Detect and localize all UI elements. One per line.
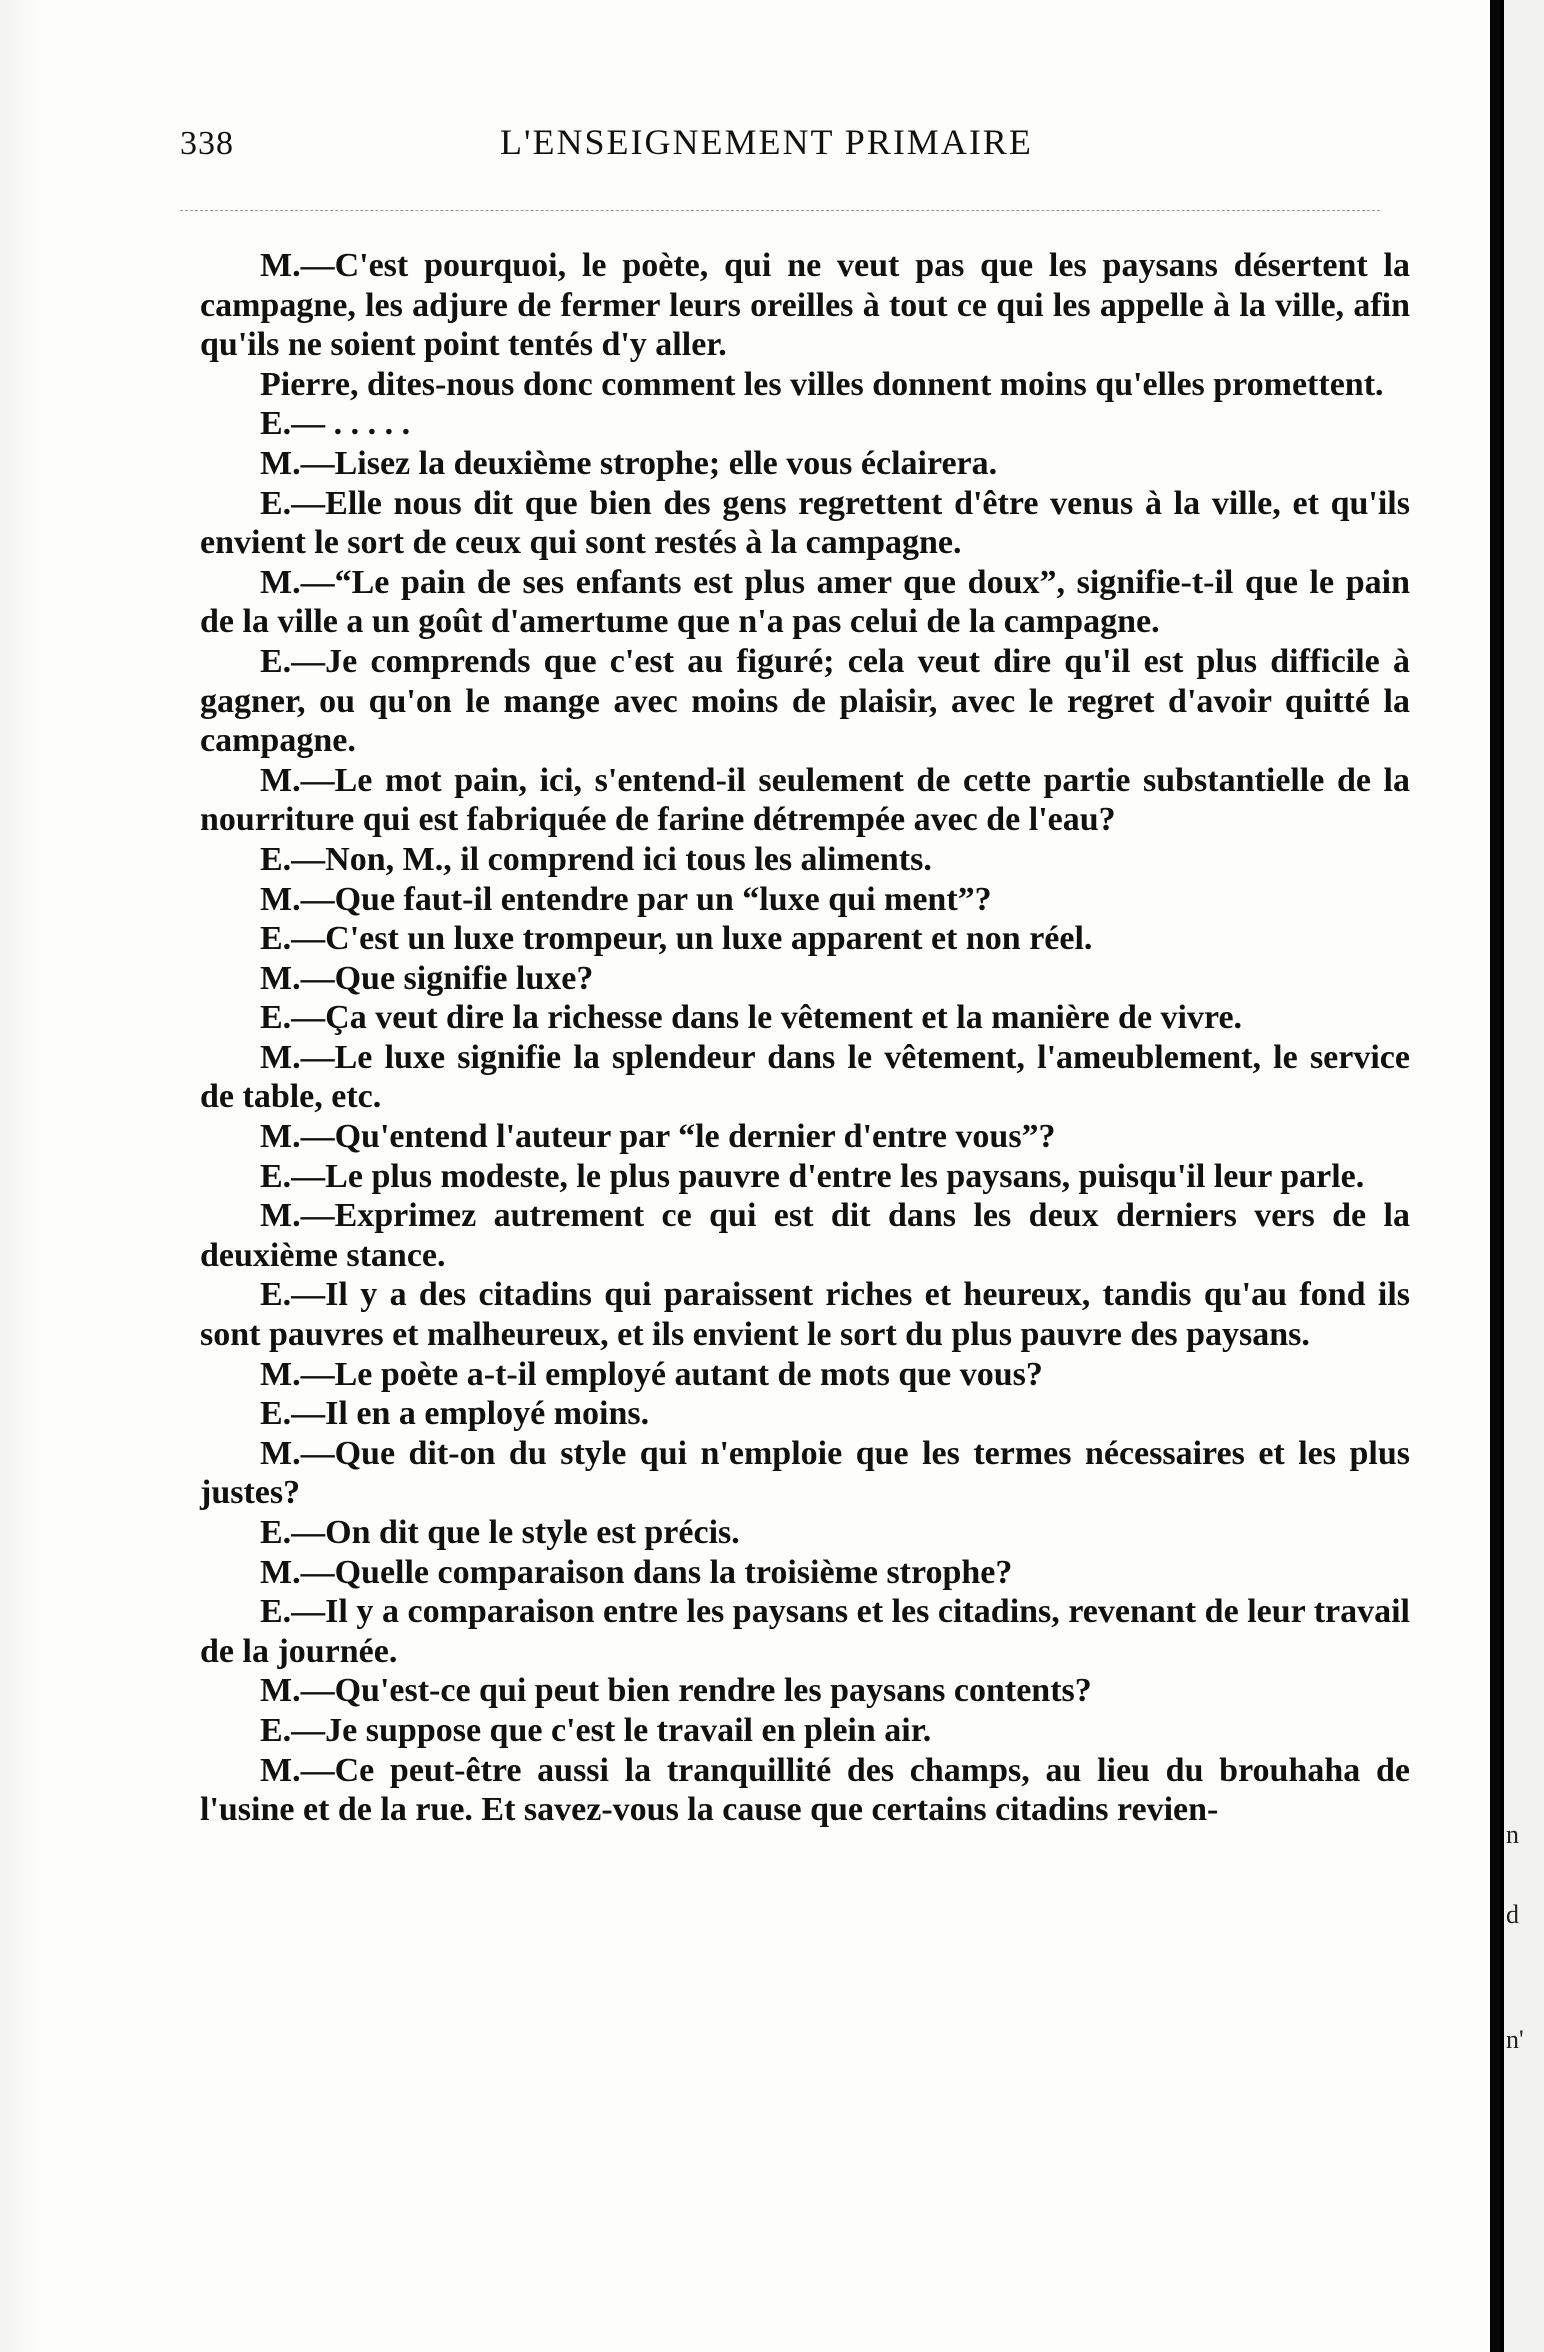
paragraph: Pierre, dites-nous donc comment les villes donnent moins qu'elles promettent. <box>260 365 1384 403</box>
running-title: L'ENSEIGNEMENT PRIMAIRE <box>500 122 1033 162</box>
paragraph: M.—Ce peut-être aussi la tranquillité des champs, au lieu du brouhaha de l'usine et de la rue. Et savez-vous la cause que certains citadins revien- <box>200 1751 1410 1829</box>
paragraph: E.—Ça veut dire la richesse dans le vêtement et la manière de vivre. <box>260 999 1243 1037</box>
paragraph: E.—Il y a des citadins qui paraissent riches et heureux, tandis qu'au fond ils sont pauvres et malheureux, et ils envient le sort du plus pauvre des paysans. <box>200 1276 1410 1354</box>
paragraph: M.—Exprimez autrement ce qui est dit dans les deux derniers vers de la deuxième stance. <box>200 1197 1410 1274</box>
paragraph: M.—Que dit-on du style qui n'emploie que les termes nécessaires et les plus justes? <box>200 1434 1410 1512</box>
adjacent-page-letter: n' <box>1506 2025 1524 2054</box>
adjacent-page-edge <box>1500 0 1544 2352</box>
paragraph: E.—Le plus modeste, le plus pauvre d'entre les paysans, puisqu'il leur parle. <box>260 1157 1365 1195</box>
page-header <box>180 122 1430 175</box>
paragraph: M.—Le luxe signifie la splendeur dans le vêtement, l'ameublement, le service de table, etc. <box>200 1038 1410 1116</box>
paragraph: E.—Je suppose que c'est le travail en plein air. <box>260 1711 932 1749</box>
paragraph: M.—C'est pourquoi, le poète, qui ne veut pas que les paysans désertent la campagne, les adjure de fermer leurs oreilles à tout ce qui les appelle à la ville, afin qu'ils ne soient point tentés d'y aller. <box>200 247 1410 364</box>
paragraph: M.—Le mot pain, ici, s'entend-il seulement de cette partie substantielle de la nourriture qui est fabriquée de farine détrempée avec de l'eau? <box>200 761 1410 839</box>
paragraph: E.—Je comprends que c'est au figuré; cela veut dire qu'il est plus difficile à gagner, ou qu'on le mange avec moins de plaisir, avec le regret d'avoir quitté la campagne. <box>200 642 1410 760</box>
paragraph: E.—Il en a employé moins. <box>260 1395 650 1433</box>
paragraph: M.—Lisez la deuxième strophe; elle vous éclairera. <box>260 444 998 482</box>
paragraph: M.—Qu'est-ce qui peut bien rendre les paysans contents? <box>260 1672 1092 1710</box>
adjacent-page-letter: n <box>1506 1820 1519 1849</box>
paragraph: E.—Non, M., il comprend ici tous les aliments. <box>260 840 932 878</box>
paragraph: E.—On dit que le style est précis. <box>260 1514 740 1551</box>
paragraph: M.—Qu'entend l'auteur par “le dernier d'entre vous”? <box>260 1118 1056 1156</box>
paragraph: M.—Quelle comparaison dans la troisième strophe? <box>260 1553 1013 1591</box>
paragraph: M.—Que signifie luxe? <box>260 959 594 997</box>
header-rule <box>180 210 1380 211</box>
page-number: 338 <box>180 125 234 162</box>
paragraph: M.—“Le pain de ses enfants est plus amer que doux”, signifie-t-il que le pain de la ville a un goût d'amertume que n'a pas celui de la campagne. <box>200 563 1410 641</box>
scan-edge <box>0 0 36 2352</box>
paragraph: E.—Elle nous dit que bien des gens regrettent d'être venus à la ville, et qu'ils envient le sort de ceux qui sont restés à la campagne. <box>200 484 1410 562</box>
page-body <box>200 246 1410 1830</box>
paragraph: M.—Que faut-il entendre par un “luxe qui ment”? <box>260 880 992 918</box>
adjacent-page-letter: d <box>1506 1900 1519 1929</box>
paragraph: E.—Il y a comparaison entre les paysans et les citadins, revenant de leur travail de la journée. <box>200 1593 1410 1670</box>
paragraph: E.—C'est un luxe trompeur, un luxe apparent et non réel. <box>260 920 1093 958</box>
paragraph: M.—Le poète a-t-il employé autant de mots que vous? <box>260 1355 1043 1393</box>
paragraph: E.— . . . . . <box>260 405 411 443</box>
